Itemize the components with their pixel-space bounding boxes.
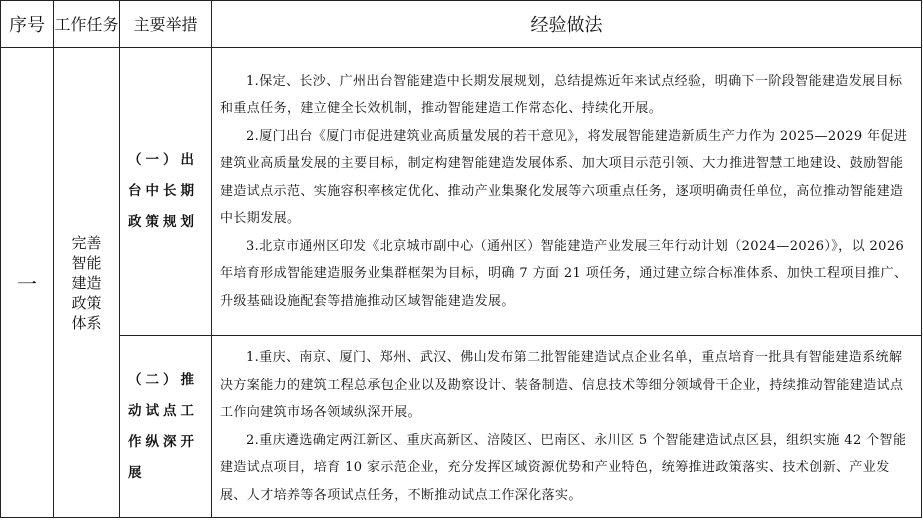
measure-cell-1: （一）出台中长期政策规划 bbox=[120, 48, 212, 336]
header-row bbox=[1, 1, 922, 48]
table-row bbox=[1, 48, 922, 336]
experience-paragraph: 2.厦门出台《厦门市促进建筑业高质量发展的若干意见》，将发展智能建造新质生产力作为 2025—2029 年促进建筑业高质量发展的主要目标，制定构建智能建造发展体系、加大项目示范引领、大力推进智慧工地建设、鼓励智能建造试点示范、实施容积率核定优化、推动产业集聚化发展等六项重点任务，逐项明确责任单位，高位推动智能建造中长期发展。 bbox=[220, 128, 908, 227]
experience-paragraph: 2.重庆遴选确定两江新区、重庆高新区、涪陵区、巴南区、永川区 5 个智能建造试点区县，组织实施 42 个智能建造试点项目，培育 10 家示范企业，充分发挥区域资源优势和产业特色，统筹推进政策落实、技术创新、产业发展、人才培养等各项试点任务，不断推动试点工作深化落实。 bbox=[220, 432, 907, 503]
experience-cell-1 bbox=[212, 48, 922, 336]
task-cell bbox=[54, 48, 120, 518]
header-seq: 序号 bbox=[1, 1, 54, 48]
header-measure: 主要举措 bbox=[120, 1, 212, 48]
measure-cell-2: （二）推动试点工作纵深开展 bbox=[120, 336, 212, 518]
header-task: 工作任务 bbox=[54, 1, 120, 48]
seq-cell: 一 bbox=[1, 48, 54, 518]
table-row bbox=[1, 336, 922, 518]
experience-paragraph: 1.重庆、南京、厦门、郑州、武汉、佛山发布第二批智能建造试点企业名单，重点培育一批具有智能建造系统解决方案能力的建筑工程总承包企业以及勘察设计、装备制造、信息技术等细分领域骨干企业，持续推动智能建造试点工作向建筑市场各领域纵深开展。 bbox=[220, 350, 904, 420]
experience-cell-2 bbox=[212, 336, 922, 518]
header-experience: 经验做法 bbox=[212, 1, 922, 48]
experience-paragraph: 1.保定、长沙、广州出台智能建造中长期发展规划，总结提炼近年来试点经验，明确下一阶段智能建造发展目标和重点任务，建立健全长效机制，推动智能建造工作常态化、持续化开展。 bbox=[220, 73, 903, 117]
experience-paragraph: 3.北京市通州区印发《北京城市副中心（通州区）智能建造产业发展三年行动计划（2024—2026）》，以 2026 年培育形成智能建造服务业集群框架为目标，明确 7 方面 21 项任务，通过建立综合标准体系、加快工程项目推广、升级基础设施配套等措施推动区域智能建造发展。 bbox=[220, 238, 908, 309]
task-text: 完善智能建造政策体系 bbox=[71, 233, 102, 332]
